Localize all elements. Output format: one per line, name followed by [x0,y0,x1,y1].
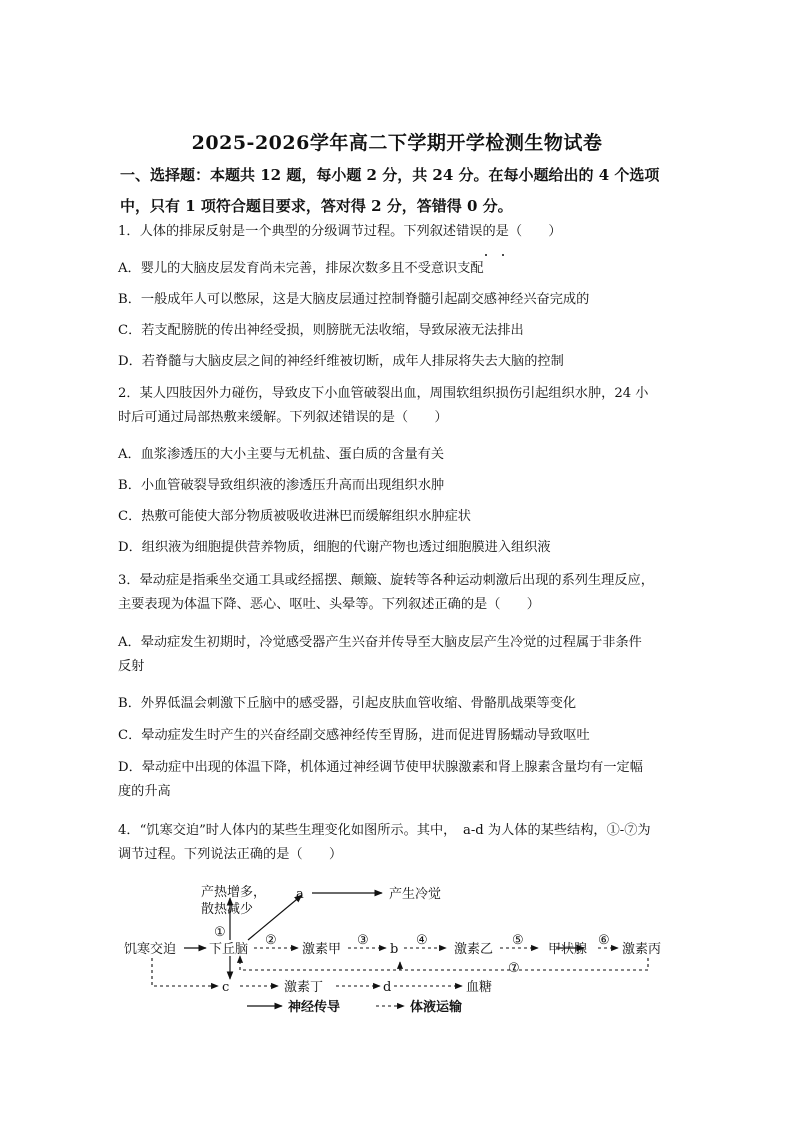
process-num-7: ⑦ [508,961,520,976]
q3-option-d-line2: 度的升高 [118,784,171,799]
feedback-arrow-7 [240,956,648,970]
hormone-ding: 激素丁 [284,980,324,995]
q4-stem-line2: 调节过程。下列说法正确的是（ ） [118,847,343,862]
glucose-label: 血糖 [466,980,493,995]
node-c: c [222,980,230,995]
hypothalamus-label: 下丘脑 [209,942,249,957]
q3-option-d-line1: D．晕动症中出现的体温下降，机体通过神经调节使甲状腺激素和肾上腺素含量均有一定幅 [118,760,643,775]
q2-option-d: D．组织液为细胞提供营养物质，细胞的代谢产物也透过细胞膜进入组织液 [118,540,551,555]
process-num-2: ② [265,933,277,948]
node-a: a [296,887,304,902]
process-num-1: ① [214,925,226,940]
q1-stem: 1．人体的排尿反射是一个典型的分级调节过程。下列叙述错误的是（ ） [118,224,562,239]
node-b: b [390,942,399,957]
q1-option-a: A．婴儿的大脑皮层发育尚未完善，排尿次数多且不受意识支配 [118,261,484,276]
q2-stem-line1: 2．某人四肢因外力碰伤，导致皮下小血管破裂出血，周围软组织损伤引起组织水肿，24 小 [118,386,649,401]
cold-sensation: 产生冷觉 [389,887,442,902]
thyroid-label: 甲状腺 [548,942,588,957]
q2-stem-line2: 时后可通过局部热敷来缓解。下列叙述错误的是（ ） [118,410,448,425]
hormone-bing: 激素丙 [622,942,662,957]
heat-text-2: 散热减少 [201,902,254,917]
hormone-jia: 激素甲 [302,942,342,957]
q1-option-d: D．若脊髓与大脑皮层之间的神经纤维被切断，成年人排尿将失去大脑的控制 [118,354,564,369]
q3-stem-line1: 3．晕动症是指乘坐交通工具或经摇摆、颠簸、旋转等各种运动刺激后出现的系列生理反应， [118,573,654,588]
q3-option-b: B．外界低温会刺激下丘脑中的感受器，引起皮肤血管收缩、骨骼肌战栗等变化 [118,696,577,711]
q3-option-c: C．晕动症发生时产生的兴奋经副交感神经传至胃肠，进而促进胃肠蠕动导致呕吐 [118,728,590,743]
legend-fluid-label: 体液运输 [410,1000,463,1015]
stimulus-label: 饥寒交迫 [124,942,177,957]
section-heading-line1: 一、选择题：本题共 12 题，每小题 2 分，共 24 分。在每小题给出的 4 个选项 [120,166,660,184]
process-num-3: ③ [357,933,369,948]
q3-stem-line2: 主要表现为体温下降、恶心、呕吐、头晕等。下列叙述正确的是（ ） [118,597,540,612]
process-num-4: ④ [416,933,428,948]
arrow-stimulus-to-c [152,958,218,986]
q4-stem-line1: 4．“饥寒交迫”时人体内的某些生理变化如图所示。其中， a-d 为人体的某些结构，①-⑦为 [118,823,651,838]
node-d: d [383,980,392,995]
q2-option-b: B．小血管破裂导致组织液的渗透压升高而出现组织水肿 [118,478,445,493]
heat-text-1: 产热增多， [201,885,267,900]
page-title: 2025-2026学年高二下学期开学检测生物试卷 [191,132,603,154]
hormone-yi: 激素乙 [454,942,494,957]
q1-option-b: B．一般成年人可以憋尿，这是大脑皮层通过控制脊髓引起副交感神经兴奋完成的 [118,292,590,307]
q2-option-c: C．热敷可能使大部分物质被吸收进淋巴而缓解组织水肿症状 [118,509,471,524]
section-heading-line2: 中，只有 1 项符合题目要求，答对得 2 分，答错得 0 分。 [120,197,513,215]
q1-option-c: C．若支配膀胱的传出神经受损，则膀胱无法收缩，导致尿液无法排出 [118,323,524,338]
process-num-6: ⑥ [598,933,610,948]
q3-option-a-line2: 反射 [118,659,145,674]
q3-option-a-line1: A．晕动症发生初期时，冷觉感受器产生兴奋并传导至大脑皮层产生冷觉的过程属于非条件 [118,635,642,650]
q2-option-a: A．血浆渗透压的大小主要与无机盐、蛋白质的含量有关 [118,447,445,462]
legend-nerve-label: 神经传导 [288,1000,341,1015]
process-num-5: ⑤ [512,933,524,948]
